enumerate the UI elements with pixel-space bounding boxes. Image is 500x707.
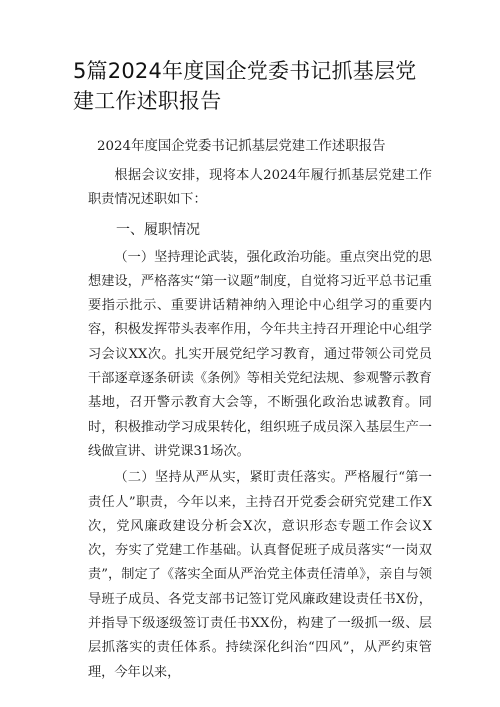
body-paragraph-2: （二）坚持从严从实，紧盯责任落实。严格履行“第一责任人”职责，今年以来，主持召开党委会研究党建工作X次，党风廉政建设分析会X次，意识形态专题工作会议X次，夯实了党建工作基础。认真督促班子成员落实“一岗双责”，制定了《落实全面从严治党主体责任清单》，亲自与领导班子成员、各党支部书记签订党风廉政建设责任书X份，并指导下级逐级签订责任书XX份，构建了一级抓一级、层层抓落实的责任体系。持续深化纠治“四风”，从严约束管理，今年以来，	[88, 470, 432, 680]
document-body	[88, 135, 432, 685]
intro-paragraph: 根据会议安排，现将本人2024年履行抓基层党建工作职责情况述职如下：	[88, 168, 432, 208]
body-paragraph-1: （一）坚持理论武装，强化政治功能。重点突出党的思想建设，严格落实“第一议题”制度，自觉将习近平总书记重要指示批示、重要讲话精神纳入理论中心组学习的重要内容，积极发挥带头表率作用，今年共主持召开理论中心组学习会议XX次。扎实开展党纪学习教育，通过带领公司党员干部逐章逐条研读《条例》等相关党纪法规、参观警示教育基地，召开警示教育大会等，不断强化政治忠诚教育。同时，积极推动学习成果转化，组织班子成员深入基层生产一线做宣讲、讲党课31场次。	[88, 249, 432, 459]
report-subtitle: 2024年度国企党委书记抓基层党建工作述职报告	[97, 139, 386, 154]
document-title: 5篇2024年度国企党委书记抓基层党建工作述职报告	[73, 59, 417, 113]
section-heading: 一、履职情况	[116, 221, 200, 238]
